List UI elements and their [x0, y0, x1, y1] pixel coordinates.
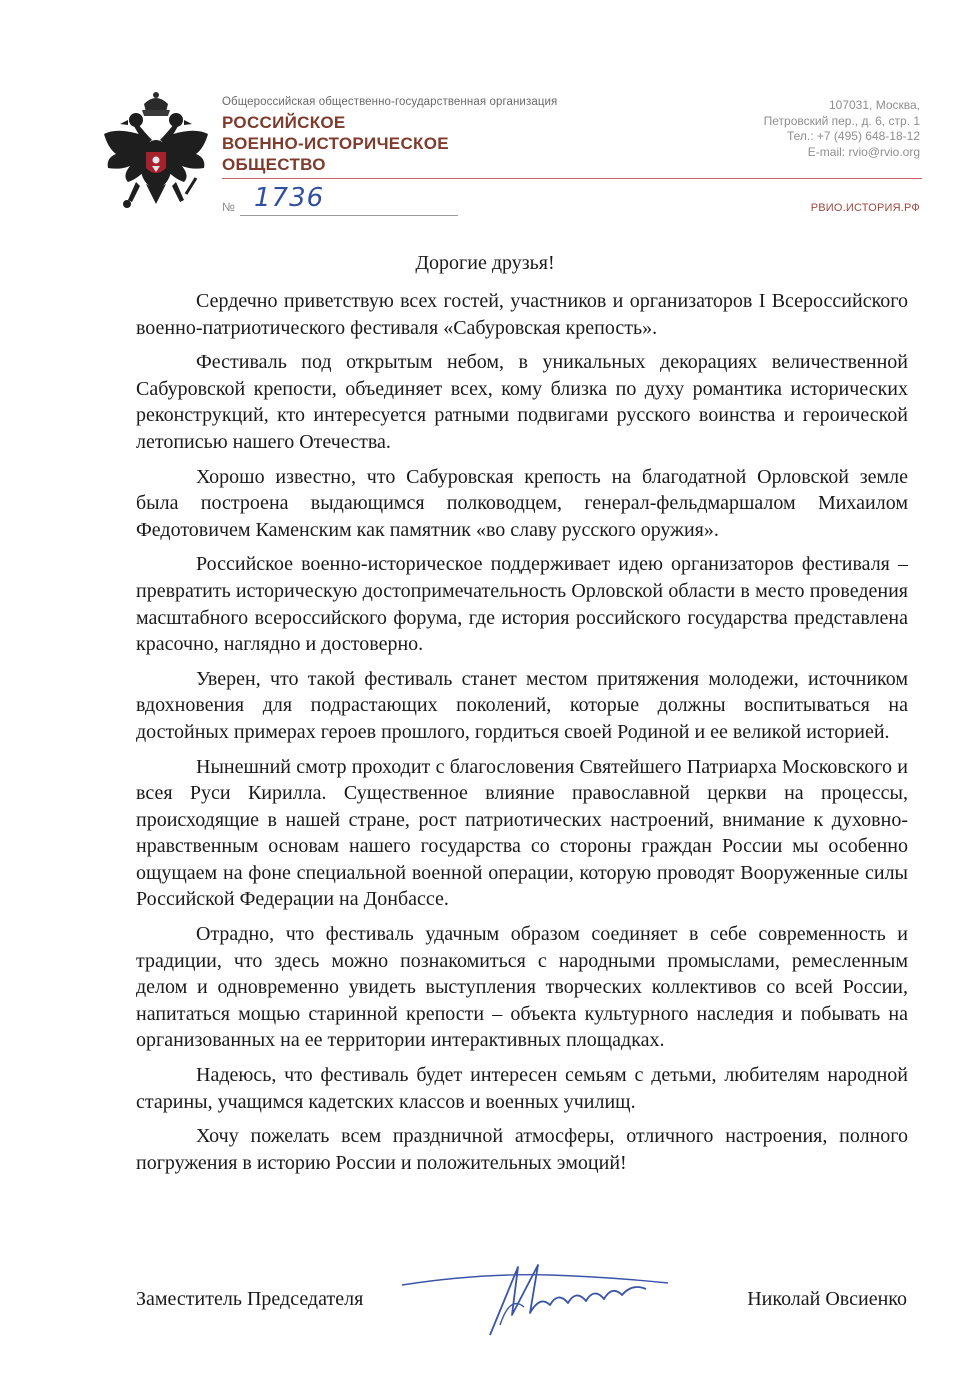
letter-greeting: Дорогие друзья!: [415, 252, 555, 274]
letter-paragraph: Уверен, что такой фестиваль станет местом притяжения молодежи, источником вдохновения для подрастающих поколений, которые должны воспитываться на достойных примерах героев прошлого, гордиться своей Родиной и ее великой историей.: [136, 667, 908, 743]
organization-website: РВИО.ИСТОРИЯ.РФ: [810, 202, 920, 214]
organization-subtitle: Общероссийская общественно-государственная организация: [222, 96, 558, 108]
email-line: E-mail: rvio@rvio.org: [807, 144, 920, 159]
organization-name-line: ВОЕННО-ИСТОРИЧЕСКОЕ: [222, 134, 449, 153]
document-number-label: №: [222, 200, 235, 214]
letterhead-divider: [222, 178, 922, 179]
document-number: 1736: [254, 183, 325, 213]
organization-name-line: РОССИЙСКОЕ: [222, 113, 346, 132]
document-number-underline: [240, 215, 458, 216]
letter-paragraph: Российское военно-историческое поддерживает идею организаторов фестиваля – превратить историческую достопримечательность Орловской области в место проведения масштабного всероссийского форума, где история российского государства представлена красочно, наглядно и достоверно.: [136, 553, 908, 656]
letter-paragraph: Фестиваль под открытым небом, в уникальных декорациях величественной Сабуровской крепости, объединяет всех, кому близка по духу романтика исторических реконструкций, кто интересуется ратными подвигами русского воинства и героической летописью нашего Отечества.: [136, 351, 908, 453]
letter-paragraph: Сердечно приветствую всех гостей, участников и организаторов I Всероссийского военно-патриотического фестиваля «Сабуровская крепость».: [136, 290, 908, 339]
organization-name-line: ОБЩЕСТВО: [222, 155, 326, 174]
signatory-name: Николай Овсиенко: [747, 1288, 907, 1310]
phone-line: Тел.: +7 (495) 648-18-12: [786, 129, 920, 143]
letter-paragraph: Нынешний смотр проходит с благословения Святейшего Патриарха Московского и всея Руси Кирилла. Существенное влияние православной церкви на процессы, происходящие в нашей стране, рост патриотических настроений, внимание к духовно-нравственным основам нашего государства со стороны граждан России мы особенно ощущаем на фоне специальной военной операции, которую проводят Вооруженные силы Российской Федерации на Донбассе.: [136, 755, 908, 911]
double-headed-eagle-emblem-icon: [100, 90, 212, 218]
organization-header: [222, 96, 622, 175]
signatory-title: Заместитель Председателя: [136, 1288, 364, 1310]
address-line: Петровский пер., д. 6, стр. 1: [763, 113, 920, 128]
address-line: 107031, Москва,: [828, 98, 920, 112]
letter-paragraph: Хочу пожелать всем праздничной атмосферы, отличного настроения, полного погружения в историю России и положительных эмоций!: [136, 1125, 908, 1174]
contact-address: [680, 98, 920, 160]
letter-body: [136, 288, 908, 1184]
letter-paragraph: Надеюсь, что фестиваль будет интересен семьям с детьми, любителям народной старины, учащимся кадетских классов и военных училищ.: [136, 1064, 908, 1113]
letter-paragraph: Хорошо известно, что Сабуровская крепость на благодатной Орловской земле была построена выдающимся полководцем, генерал-фельдмаршалом Михаилом Федотовичем Каменским как памятник «во славу русского оружия».: [136, 465, 908, 541]
letter-paragraph: Отрадно, что фестиваль удачным образом соединяет в себе современность и традиции, что здесь можно познакомиться с народными промыслами, ремесленным делом и одновременно увидеть выступления творческих коллективов со всей России, напитаться мощью старинной крепости – объекта культурного наследия и побывать на организованных на ее территории интерактивных площадках.: [136, 923, 908, 1052]
handwritten-signature: [400, 1255, 670, 1345]
